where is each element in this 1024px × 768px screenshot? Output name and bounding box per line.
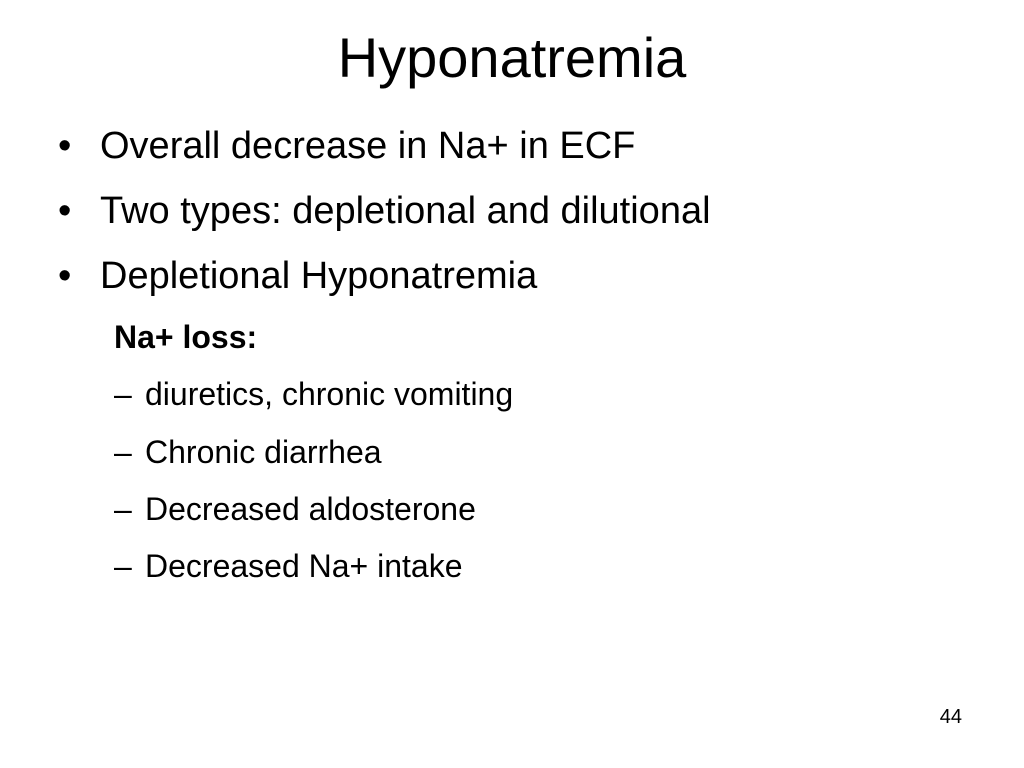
- sub-item-text: Decreased aldosterone: [145, 491, 476, 527]
- sub-item-text: Chronic diarrhea: [145, 434, 382, 470]
- bullet-marker: •: [58, 190, 72, 232]
- sub-item-text: Decreased Na+ intake: [145, 548, 463, 584]
- sub-marker: –: [114, 376, 132, 412]
- bullet-marker: •: [58, 255, 72, 297]
- bullet-marker: •: [58, 125, 72, 167]
- slide-title: Hyponatremia: [337, 26, 687, 89]
- bullet-item: [58, 252, 537, 300]
- sub-item: [114, 545, 463, 587]
- sub-item: [114, 488, 476, 530]
- bullet-text: Two types: depletional and dilutional: [100, 190, 711, 232]
- sub-item-text: diuretics, chronic vomiting: [145, 376, 514, 412]
- bullet-text: Overall decrease in Na+ in ECF: [100, 125, 636, 167]
- sub-heading: Na+ loss:: [114, 319, 258, 355]
- sub-marker: –: [114, 491, 132, 527]
- sub-item: [114, 373, 513, 415]
- page-number: 44: [939, 706, 962, 728]
- bullet-item: [58, 187, 711, 235]
- bullet-text: Depletional Hyponatremia: [100, 255, 538, 297]
- sub-marker: –: [114, 434, 132, 470]
- sub-item: [114, 431, 382, 473]
- bullet-item: [58, 122, 635, 170]
- sub-marker: –: [114, 548, 132, 584]
